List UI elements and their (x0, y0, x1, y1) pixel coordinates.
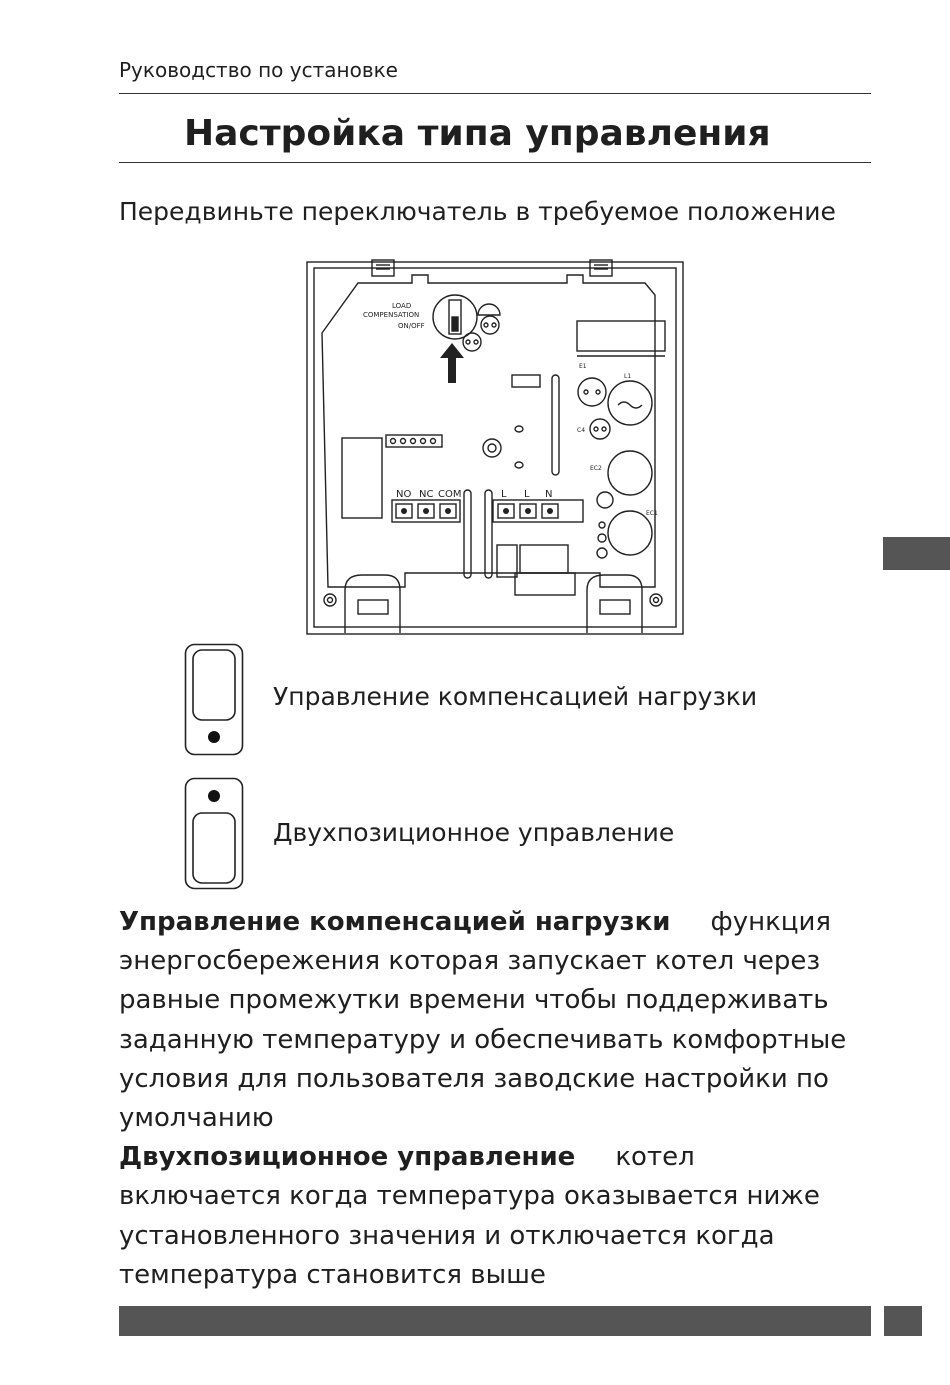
section-tab-marker (883, 537, 950, 570)
terminal-label-com: COM (438, 489, 462, 500)
svg-text:EC2: EC2 (590, 465, 602, 472)
desc-line: энергосбережения которая запускает котел через (119, 946, 821, 977)
svg-text:E1: E1 (579, 363, 587, 370)
desc-line: Управление компенсацией нагрузки функция (119, 907, 832, 937)
desc-line: заданную температуру и обеспечивать комфортные (119, 1024, 847, 1055)
coil-l1 (608, 381, 652, 425)
board-label-compensation: COMPENSATION (363, 311, 420, 319)
svg-text:EC1: EC1 (646, 510, 658, 517)
board-label-onoff: ON/OFF (398, 322, 425, 330)
descriptions (119, 903, 879, 1295)
board-label-load: LOAD (392, 302, 412, 310)
option-load-compensation-label: Управление компенсацией нагрузки (273, 682, 758, 711)
desc-term-load-compensation: Управление компенсацией нагрузки (119, 907, 671, 937)
svg-text:L1: L1 (624, 373, 632, 380)
option-onoff-label: Двухпозиционное управление (273, 818, 675, 847)
footer-page-box (884, 1306, 922, 1336)
relay-block (577, 321, 665, 351)
page-title: Настройка типа управления (184, 113, 771, 154)
bottom-screw-left (358, 600, 388, 614)
arrow-up-icon (440, 343, 464, 383)
title-rule (119, 162, 871, 163)
header-rule (119, 93, 871, 94)
manual-header: Руководство по установке (119, 58, 398, 82)
switch-onoff-icon (184, 777, 244, 890)
desc-line: равные промежутки времени чтобы поддерживать (119, 985, 829, 1016)
thermostat-board-diagram (300, 255, 695, 640)
terminal-label-no: NO (396, 489, 412, 500)
terminal-label-nc: NC (419, 489, 434, 500)
desc-line: температура становится выше (119, 1259, 546, 1290)
terminal-label-l1: L (501, 489, 507, 500)
terminal-label-n: N (545, 489, 553, 500)
switch-load-compensation-icon (184, 643, 244, 756)
capacitor-ec1 (608, 511, 652, 555)
desc-line: умолчанию (119, 1103, 274, 1134)
footer-bar (119, 1306, 871, 1336)
desc-term-onoff: Двухпозиционное управление (119, 1142, 576, 1173)
capacitor-ec2 (608, 451, 652, 495)
desc-line: установленного значения и отключается когда (119, 1220, 775, 1251)
terminal-label-l2: L (524, 489, 530, 500)
transformer (342, 438, 382, 518)
svg-text:C4: C4 (577, 427, 586, 434)
desc-line: условия для пользователя заводские настройки по (119, 1063, 829, 1094)
instruction-text: Передвиньте переключатель в требуемое положение (119, 197, 836, 226)
bottom-screw-right (600, 600, 630, 614)
desc-line: включается когда температура оказывается ниже (119, 1181, 820, 1212)
desc-line: Двухпозиционное управление котел (119, 1142, 695, 1173)
